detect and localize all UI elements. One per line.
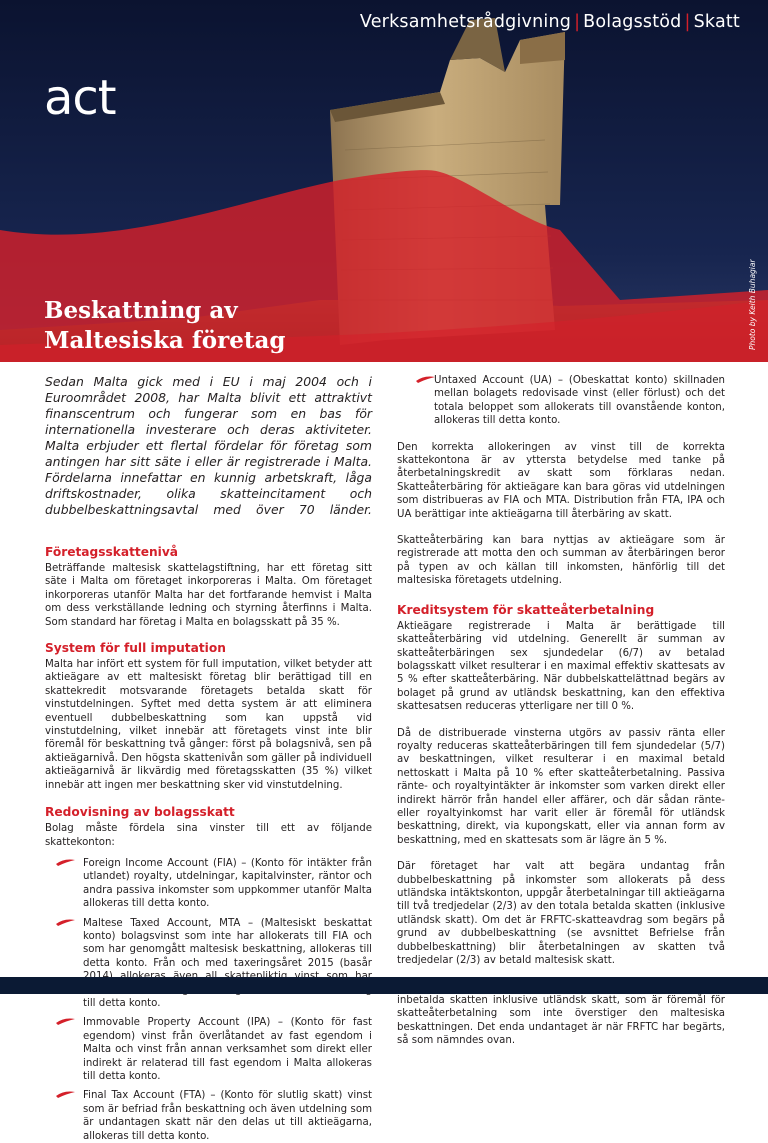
hero-banner xyxy=(0,0,768,362)
red-swoosh-bullet-icon xyxy=(56,1091,75,1098)
red-swoosh-bullet-icon xyxy=(416,376,435,383)
paragraph-allokering: Den korrekta allokeringen av vinst till de korrekta skattekontona är av yttersta betydelse med tanke på återbetalningskredit av skatt som förklaras nedan. Skatteåterbäring för aktieägare kan bara göras vid utdelningen som distribueras av FIA och MTA. Distribution från FTA, IPA och UA berättigar inte aktieägarna till återbäring av skatt. xyxy=(397,441,725,520)
list-item: Foreign Income Account (FIA) – (Konto för intäkter från utlandet) royalty, utdelningar, kapitalvinster, räntor och andra passiva inkomster som uppkommer utanför Malta allokeras till detta konto. xyxy=(45,857,372,911)
nav-item-skatt[interactable]: Skatt xyxy=(693,12,740,32)
paragraph-passiv-ranta: Då de distribuerade vinsterna utgörs av passiv ränta eller royalty reduceras skatteåterbäringen till fem sjundedelar (5/7) av beskattningen, vilket resulterar i en maximal betald nettoskatt i Malta på 10 % efter skatteåterbetalning. Passiva ränte- och royaltyintäkter är inkomster som varken direkt eller indirekt härrör från handel eller affärer, och där sådan ränte- eller royaltyinkomst har varit eller är föremål för utländsk beskattning, direkt, via kupongskatt, eller via annan form av beskattning, med en skattesats som är lägre än 5 %. xyxy=(397,727,725,846)
list-item: Final Tax Account (FTA) – (Konto för slutlig skatt) vinst som är befriad från beskattning och även utdelning som är undantagen skatt när den delas ut till aktieägarna, allokeras till detta konto. xyxy=(45,1089,372,1143)
list-item: Untaxed Account (UA) – (Obeskattat konto) skillnaden mellan bolagets redovisade vinst (eller förlust) och det totala beloppet som allokerats till ovanstående konton, allokeras till detta konto. xyxy=(397,374,725,428)
nav-item-bolagsstod[interactable]: Bolagsstöd xyxy=(583,12,682,32)
heading-full-imputation: System för full imputation xyxy=(45,641,226,656)
heading-kreditsystem: Kreditsystem för skatteåterbetalning xyxy=(397,602,655,617)
heading-redovisning: Redovisning av bolagsskatt xyxy=(45,805,235,820)
red-swoosh-bullet-icon xyxy=(56,919,75,926)
paragraph-kreditsystem: Aktieägare registrerade i Malta är berättigade till skatteåterbäring vid utdelning. Generellt är summan av skatteåterbäringen sex sjundedelar (6/7) av betalad bolagsskatt vilket resulterar i en maximal effektiv skattesats av 5 % efter skatteåterbäring. När dubbelskattelättnad begärs av bolaget på grund av utländsk beskattning, kan den effektiva skattesatsen reduceras ytterligare ner till 0 %. xyxy=(397,620,725,713)
top-navigation xyxy=(0,12,740,32)
paragraph-redovisning: Bolag måste fördela sina vinster till ett av följande skattekonton: xyxy=(45,823,372,848)
page-title-line-2: Maltesiska företag xyxy=(44,327,286,354)
red-swoosh-bullet-icon xyxy=(56,1018,75,1025)
untaxed-account-list xyxy=(397,374,725,428)
list-item: Immovable Property Account (IPA) – (Konto för fast egendom) vinst från överlåtandet av fast egendom i Malta och vinst från annan verksamhet som direkt eller indirekt är relaterad till fast egendom i Malta allokeras till detta konto. xyxy=(45,1016,372,1083)
nav-item-verksamhetsradgivning[interactable]: Verksamhetsrådgivning xyxy=(359,12,572,32)
heading-foretagsskatteniva: Företagsskattenivå xyxy=(45,545,179,559)
paragraph-full-imputation: Malta har infört ett system för full imputation, vilket betyder att aktieägare av ett maltesiskt företag blir berättigad till en skattekredit motsvarande företagets betalda skatt för vinstutdelningen. Syftet med detta system är att eliminera eventuell dubbelbeskattning som kan uppstå vid vinstutdelning, vilket innebär att företagets vinst inte blir föremål för beskattning två gånger: först på bolagsnivå, sen på aktieägarnivå. Den högsta skattenivån som gäller på individuell aktieägarnivå är likvärdig med företagsskatten (35 %) vilket innebär att ingen mer beskattning sker vid vinstutdelning. xyxy=(45,659,372,791)
photo-credit: Photo by Keith Buhagiar xyxy=(748,259,757,350)
nav-separator: | xyxy=(684,12,691,32)
paragraph-foretagsskatteniva: Beträffande maltesisk skattelagstiftning, har ett företag sitt säte i Malta om företaget inkorporeras i Malta. Om företaget inkorporeras utanför Malta har det fortfarande hemvist i Malta om dess verkställande ledning och styrning återfinns i Malta. Som standard har företag i Malta en bolagsskatt på 35 %. xyxy=(45,563,372,628)
paragraph-skatteaterbaring: Skatteåterbäring kan bara nyttjas av aktieägare som är registrerade att motta den och summan av återbäringen beror på typen av och källan till inkomsten, hänförlig till det maltesiska företagets utdelning. xyxy=(397,535,725,587)
right-column xyxy=(397,374,725,1047)
intro-paragraph: Sedan Malta gick med i EU i maj 2004 och i Euroområdet 2008, har Malta blivit ett attraktivt finanscentrum och fungerar som en bas för internationella investerare och deras aktiviteter. Malta erbjuder ett flertal fördelar för företag som antingen har sitt säte i eller är registrerade i Malta. Fördelarna innefattar en kunnig arbetskraft, låga driftskostnader, olika skatteincitament och dubbelbeskattningsavtal med över 70 länder. xyxy=(45,374,372,517)
left-column xyxy=(45,374,372,1143)
list-item: Maltese Taxed Account, MTA – (Maltesiskt beskattat konto) bolagsvinst som inte har allokerats till FIA och som har genomgått maltesisk beskattning, allokeras till detta konto. Från och med taxeringsåret 2015 (basår till detta konto. xyxy=(45,917,372,1011)
nav-separator: | xyxy=(574,12,581,32)
tax-account-list xyxy=(45,857,372,1143)
page-title xyxy=(44,296,285,356)
page-title-line-1: Beskattning av xyxy=(44,297,238,324)
act-logo: act xyxy=(44,70,116,126)
footer-bar xyxy=(0,977,768,994)
paragraph-dubbelbeskattning: Där företaget har valt att begära undantag från dubbelbeskattning på inkomster som allokerats på dess utländska intäktskonton, uppgår återbetalningar till aktieägarna till två tredjedelar (2/3) av den totala betalda skatten (inklusive utländsk skatt). Om det är FRFTC-skatteavdrag som begärs på grund av dubbelbeskattning (se avsnittet Befrielse från dubbelbeskattning) blir återbetalningen av skatten två tredjedelar (2/3) av betald maltesisk skatt. xyxy=(397,861,725,967)
paragraph-generellt: inbetalda skatten inklusive utländsk skatt, som är föremål för skatteåterbetalning som inte överstiger den maltesiska beskattningen. Det enda undantaget är när FRFTC har begärts, så som nämndes ovan. xyxy=(397,994,725,1047)
red-swoosh-bullet-icon xyxy=(56,859,75,866)
